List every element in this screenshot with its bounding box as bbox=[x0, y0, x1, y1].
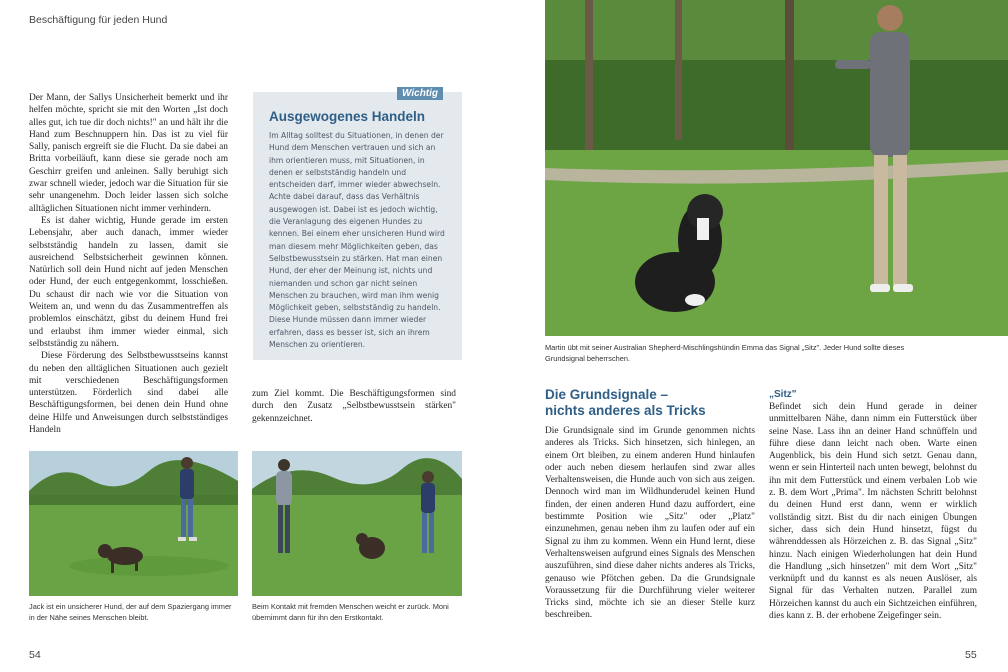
section-heading bbox=[545, 387, 706, 419]
body-text-column-3: Die Grundsignale sind im Grunde genommen nichts anderes als Tricks. Sich hinsetzen, sich hinlegen, an einem Ort bleiben, zu einem anderen Hund hinlaufen oder auch neben diesem herlaufen sind zwar alles Verhaltensweisen, die Hunde auch von sich aus zeigen. Dennoch wird man im Wildhunderudel keinen Hund finden, der einen anderen Hund dazu auffordert, eine bestimmte Position wie „Sitz" oder „Platz" einzunehmen, genau neben ihm zu laufen oder auf ein Signal zu ihm zu kommen. Wenn ein Hund lernt, diese Verhaltensweisen aufgrund eines Signals des Menschen auszuführen, sind diese daher nichts anderes als Tricks, genauso wie Pfötchen geben. Da die Grundsignale Voraussetzung für die Durchführung vieler weiterer Tricks sind, möchte ich sie an dieser Stelle kurz beschreiben. bbox=[545, 426, 755, 621]
body-paragraph: Es ist daher wichtig, Hunde gerade im ersten Lebensjahr, aber auch danach, immer wieder selbstständig handeln zu lassen, damit sie ausreichend Selbstsicherheit gewinnen können. Natürlich soll dein Hund nicht auf jeden Menschen oder Hund, der euch entgegenkommt, losschießen. Du schaust dir nach wie vor die Situation von Weitem an, und wenn du das Zusammentreffen als problemlos einschätzt, gibst du deinem Hund frei und erlaubst ihm immer wieder einmal, sich selbstständig zu nähern. bbox=[29, 215, 228, 349]
section-heading-line-2: nichts anderes als Tricks bbox=[545, 403, 706, 418]
photo-jack-walking-image bbox=[29, 451, 238, 596]
infobox-tag: Wichtig bbox=[397, 87, 443, 100]
photo-stranger-contact-image bbox=[252, 451, 462, 596]
body-paragraph: Diese Förderung des Selbstbewusstseins kannst du neben den alltäglichen Situationen auch gezielt mit verschiedenen Beschäftigungsformen unterstützen. Förderlich sind dabei alle Beschäftigungsformen, bei denen dein Hund ohne deine Hilfe und Anweisungen durch selbstständiges Handeln bbox=[29, 351, 228, 436]
body-text-column-1 bbox=[29, 92, 228, 436]
page-number-left: 54 bbox=[29, 649, 41, 661]
caption-jack: Jack ist ein unsicherer Hund, der auf dem Spaziergang immer in der Nähe seines Menschen bleibt. bbox=[29, 602, 232, 622]
page-number-right: 55 bbox=[965, 649, 977, 661]
photo-sitz-training-image bbox=[545, 0, 1008, 336]
body-text-column-2: zum Ziel kommt. Die Beschäftigungsformen sind durch den Zusatz „Selbstbewusstsein stärken" gekennzeichnet. bbox=[252, 389, 456, 424]
body-text-column-4: Befindet sich dein Hund gerade in deiner unmittelbaren Nähe, dann nimm ein Futterstück über seine Nase. Lass ihn an deiner Hand schnüffeln und führe diese dann leicht nach oben. Warte einen Augenblick, bis dein Hund sich setzt. Genau dann, wenn er sein Hinterteil nach unten bewegt, belohnst du ihn mit dem Futterstück und einem verbalen Lob wie z. B. dem Wort „Prima". Im nächsten Schritt belohnst du deinen Hund erst dann, wenn er wirklich vollständig sitzt. Bist du dir nach einigen Übungen sicher, dass sich dein Hund hinsetzt, fügst du währenddessen als Hörzeichen z. B. das Signal „Sitz" hinzu. Nach einigen Wiederholungen hat dein Hund die Handlung „sich hinsetzen" mit dem Wort „Sitz" verknüpft und du kannst es als neuen Auslöser, als Signal für das Verhalten nutzen. Parallel zum Hörzeichen kannst du auch ein Sichtzeichen einführen, dies kann z. B. der erhobene Zeigefinger sein. bbox=[769, 402, 977, 622]
infobox-text: Im Alltag solltest du Situationen, in denen der Hund dem Menschen vertrauen und sich an ihm orientieren muss, mit Situationen, in denen er selbstständig handeln und entscheiden darf, immer wieder abwechseln. Achte dabei darauf, dass das Verhältnis ausgewogen ist. Dabei ist es jedoch wichtig, die Veranlagung des eigenen Hundes zu kennen. Bei einem eher unsicheren Hund wird man diesem mehr Möglichkeiten geben, das Selbstbewusstsein zu stärken. Hat man einen Hund, der eher der Meinung ist, nichts und niemanden und schon gar nicht seinen Menschen zu brauchen, wird man ihm wenig Möglichkeit geben, selbstständig zu handeln. Diese Hunde müssen dann immer wieder erfahren, dass es besser ist, sich an ihrem Menschen zu orientieren. bbox=[269, 131, 445, 350]
photo-jack-walking bbox=[29, 451, 238, 596]
running-header: Beschäftigung für jeden Hund bbox=[29, 14, 168, 26]
caption-stranger: Beim Kontakt mit fremden Menschen weicht er zurück. Moni übernimmt dann für ihn den Erstkontakt. bbox=[252, 602, 449, 622]
section-heading-line-1: Die Grundsignale – bbox=[545, 387, 669, 402]
body-paragraph: Der Mann, der Sallys Unsicherheit bemerkt und ihr helfen möchte, spricht sie mit den Worten „Ist doch alles gut, ich tue dir doch nichts!" an und hält ihr die Hand zum Beschnuppern hin. Das ist zu viel für Sally, panisch ergreift sie die Flucht. Da sie dabei an Britta vorbeiläuft, kann diese sie gerade noch am Geschirr greifen und anleinen. Sally beruhigt sich zwar schnell wieder, jedoch war die Situation für sie sehr unangenehm. Doch leider lassen sich solche alltäglichen Situationen nicht immer verhindern. bbox=[29, 93, 228, 214]
caption-sitz: Martin übt mit seiner Australian Shepherd-Mischlingshündin Emma das Signal „Sitz". Jeder Hund sollte dieses Grundsignal beherrschen. bbox=[545, 343, 905, 363]
photo-stranger-contact bbox=[252, 451, 462, 596]
sub-heading-sitz: „Sitz" bbox=[769, 389, 797, 400]
infobox-title: Ausgewogenes Handeln bbox=[269, 109, 426, 124]
photo-sitz-training bbox=[545, 0, 1008, 336]
